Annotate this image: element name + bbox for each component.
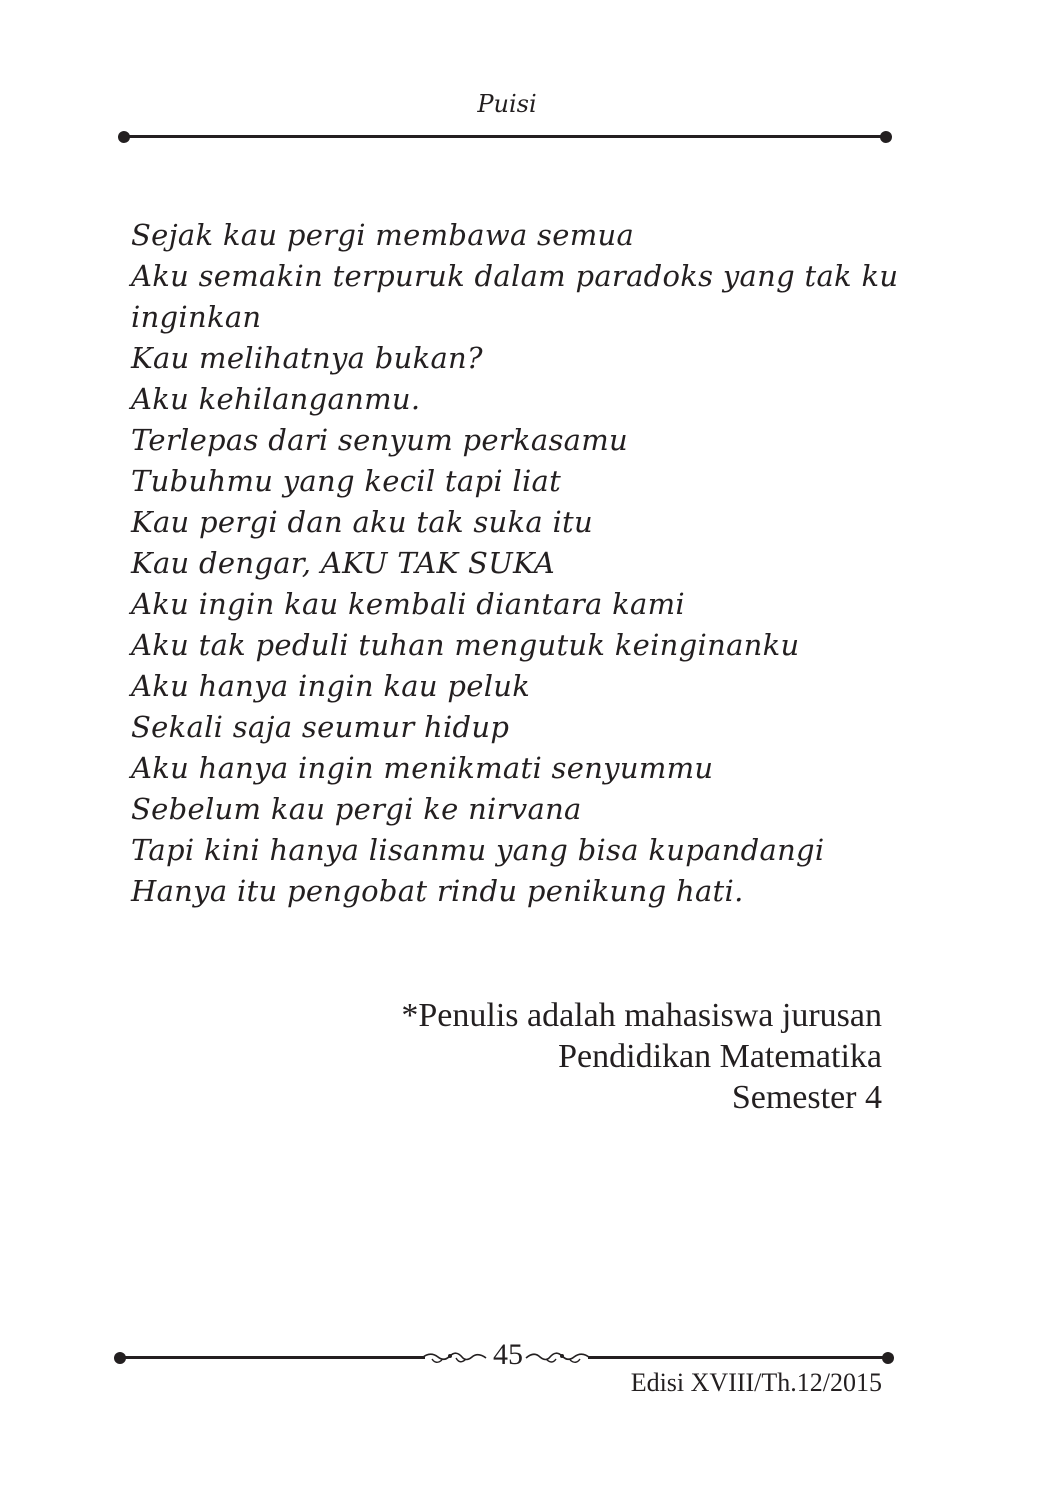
page-number: 45 [493, 1338, 523, 1371]
poem-line: Aku kehilanganmu. [131, 382, 421, 416]
poem-line: inginkan [131, 300, 262, 334]
header-divider-left-dot [118, 131, 130, 143]
edition-label: Edisi XVIII/Th.12/2015 [630, 1368, 882, 1397]
author-note-line: Semester 4 [731, 1079, 882, 1116]
poem-line: Aku tak peduli tuhan mengutuk keinginanku [131, 628, 800, 662]
poem-line: Tapi kini hanya lisanmu yang bisa kupandangi [131, 833, 825, 867]
poem-line: Terlepas dari senyum perkasamu [131, 423, 629, 457]
running-header-title: Puisi [477, 90, 537, 118]
footer-divider-right-dot [882, 1352, 894, 1364]
footer-divider-right-line [588, 1356, 888, 1359]
poem-line: Sekali saja seumur hidup [131, 710, 510, 744]
poem-line: Hanya itu pengobat rindu penikung hati. [131, 874, 744, 908]
author-note [401, 995, 882, 1118]
footer-divider-left-line [120, 1356, 425, 1359]
poem-line: Kau melihatnya bukan? [131, 341, 483, 375]
footer-divider-left-dot [114, 1352, 126, 1364]
author-note-line: Pendidikan Matematika [558, 1038, 882, 1075]
poem-line: Aku ingin kau kembali diantara kami [131, 587, 685, 621]
poem-line: Sebelum kau pergi ke nirvana [131, 792, 582, 826]
poem-body [131, 215, 899, 912]
header-divider-line [124, 135, 886, 138]
author-note-line: *Penulis adalah mahasiswa jurusan [401, 997, 882, 1034]
poem-line: Sejak kau pergi membawa semua [131, 218, 635, 252]
poem-line: Aku hanya ingin kau peluk [131, 669, 531, 703]
right-flourish-icon [524, 1347, 592, 1369]
poem-line: Kau pergi dan aku tak suka itu [131, 505, 593, 539]
left-flourish-icon [420, 1347, 488, 1369]
poem-line: Tubuhmu yang kecil tapi liat [131, 464, 562, 498]
header-divider-right-dot [880, 131, 892, 143]
poem-line: Kau dengar, AKU TAK SUKA [131, 546, 555, 580]
poem-line: Aku hanya ingin menikmati senyummu [131, 751, 714, 785]
poem-line: Aku semakin terpuruk dalam paradoks yang tak ku [131, 259, 899, 293]
